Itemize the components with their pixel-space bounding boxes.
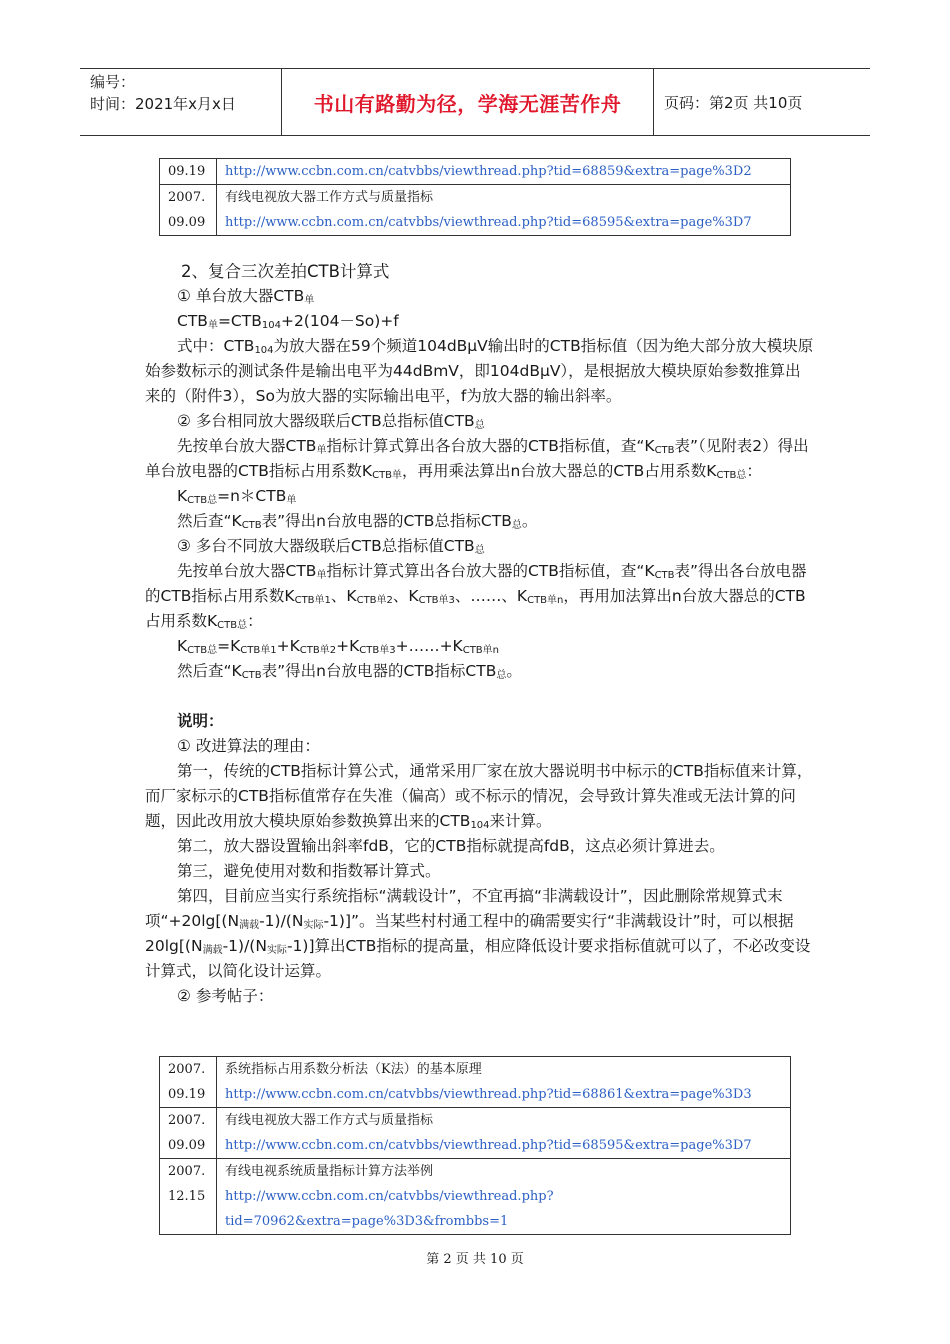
date-text: 09.19	[168, 164, 206, 179]
table-row	[160, 159, 791, 185]
post-title: 有线电视放大器工作方式与质量指标	[225, 190, 434, 205]
reference-table-bottom	[159, 1056, 791, 1235]
document-body	[145, 259, 815, 1009]
link-cell	[217, 1108, 791, 1159]
header-meta	[80, 69, 282, 135]
paragraph-3: 然后查“$K_{CTB}$表”得出n台放电器的CTB总指标$CTB_总$。	[177, 512, 538, 531]
link-cell	[217, 185, 791, 236]
paragraph-1: 式中：$CTB_{104}$为放大器在59个频道104dBμV输出时的CTB指标值（因为绝大部分放大模块原始参数标示的测试条件是输出电平为44dBmV，即104dBμV），是根据放大模块原始参数推算出来的（附件3），So为放大器的实际输出电平，f为放大器的输出斜率。	[145, 337, 814, 405]
date-text: 09.09	[168, 215, 206, 230]
formula-2: $K_{CTB总}=n*CTB_单$	[177, 487, 297, 506]
formula-3: $K_{CTB总}=K_{CTB单1}+K_{CTB单2}+K_{CTB单3}+\dots\dots+K_{CTB单n}$	[177, 637, 500, 656]
link-cell	[217, 159, 791, 185]
page-header	[80, 68, 870, 136]
date-cell: 2007. 12.15	[160, 1159, 217, 1235]
spacer	[145, 684, 815, 709]
table-row	[160, 185, 791, 236]
date-text: 2007.	[168, 190, 206, 205]
reference-table-top	[159, 158, 791, 236]
table-row	[160, 1108, 791, 1159]
link-cell	[217, 1159, 791, 1235]
header-time: 时间：2021年x月x日	[90, 95, 236, 113]
header-page: 页码：第2页 共10页	[664, 93, 803, 112]
date-cell: 2007. 09.09	[160, 1108, 217, 1159]
note-1: ① 改进算法的理由：	[177, 737, 320, 755]
note-2: 第一，传统的CTB指标计算公式，通常采用厂家在放大器说明书中标示的CTB指标值来计算，而厂家标示的CTB指标值常存在失准（偏高）或不标示的情况，会导致计算失准或无法计算的问题，因此改用放大模块原始参数换算出来的$CTB_{104}$来计算。	[145, 762, 813, 831]
note-4: 第三，避免使用对数和指数幂计算式。	[177, 862, 441, 880]
subsection-3: ③ 多台不同放大器级联后CTB总指标值$CTB_总$	[177, 537, 485, 556]
paragraph-5: 然后查“$K_{CTB}$表”得出n台放电器的CTB指标$CTB_总$。	[177, 662, 522, 681]
paragraph-4: 先按单台放大器$CTB_单$指标计算式算出各台放大器的CTB指标值，查“$K_{CTB}$表”得出各台放电器的CTB指标占用系数$K_{CTB单1}$、$K_{CTB单2}$、$K_{CTB单3}$、……、$K_{CTB单n}$，再用加法算出n台放大器总的CTB占用系数$K_{CTB总}$：	[145, 562, 807, 631]
date-cell: 2007. 09.19	[160, 1057, 217, 1108]
post-link[interactable]: http://www.ccbn.com.cn/catvbbs/viewthread.php?tid=68861&extra=page%3D3	[225, 1087, 752, 1102]
date-cell	[160, 159, 217, 185]
post-title: 系统指标占用系数分析法（K法）的基本原理	[225, 1062, 482, 1077]
note-title: 说明：	[177, 712, 224, 730]
note-6: ② 参考帖子：	[177, 987, 274, 1005]
subsection-1: ① 单台放大器$CTB_单$	[177, 287, 315, 306]
post-link[interactable]: http://www.ccbn.com.cn/catvbbs/viewthread.php?tid=68595&extra=page%3D7	[225, 215, 752, 230]
post-link[interactable]: http://www.ccbn.com.cn/catvbbs/viewthread.php?tid=68859&extra=page%3D2	[225, 164, 752, 179]
paragraph-2: 先按单台放大器$CTB_单$指标计算式算出各台放大器的CTB指标值，查“$K_{CTB}$表”（见附表2）得出单台放电器的CTB指标占用系数$K_{CTB单}$，再用乘法算出n台放大器总的CTB占用系数$K_{CTB总}$：	[145, 437, 809, 481]
note-5: 第四，目前应当实行系统指标“满载设计”，不宜再搞“非满载设计”，因此删除常规算式末项“$+20\lg[(N_{满载}-1)/(N_{实际}-1)]$”。当某些村村通工程中的确需要实行“非满载设计”时，可以根据$20\lg[(N_{满载}-1)/(N_{实际}-1)]$算出CTB指标的提高量，相应降低设计要求指标值就可以了，不必改变设计算式，以简化设计运算。	[145, 887, 811, 980]
table-row	[160, 1159, 791, 1235]
note-3: 第二，放大器设置输出斜率fdB，它的CTB指标就提高fdB，这点必须计算进去。	[177, 837, 725, 855]
date-cell	[160, 185, 217, 236]
table-row	[160, 1057, 791, 1108]
header-motto: 书山有路勤为径，学海无涯苦作舟	[282, 69, 654, 135]
post-title: 有线电视放大器工作方式与质量指标	[225, 1113, 434, 1128]
post-title: 有线电视系统质量指标计算方法举例	[225, 1164, 434, 1179]
section-title: 2、复合三次差拍CTB计算式	[181, 262, 390, 281]
link-cell	[217, 1057, 791, 1108]
formula-1: $CTB_单=CTB_{104}+2(104-So)+f$	[177, 312, 399, 331]
page-footer: 第 2 页 共 10 页	[426, 1252, 524, 1267]
subsection-2: ② 多台相同放大器级联后CTB总指标值$CTB_总$	[177, 412, 485, 431]
post-link[interactable]: http://www.ccbn.com.cn/catvbbs/viewthread.php?tid=68595&extra=page%3D7	[225, 1138, 752, 1153]
post-link[interactable]: http://www.ccbn.com.cn/catvbbs/viewthread.php?tid=70962&extra=page%3D3&frombbs=1	[225, 1189, 554, 1229]
header-number: 编号：	[90, 73, 136, 91]
